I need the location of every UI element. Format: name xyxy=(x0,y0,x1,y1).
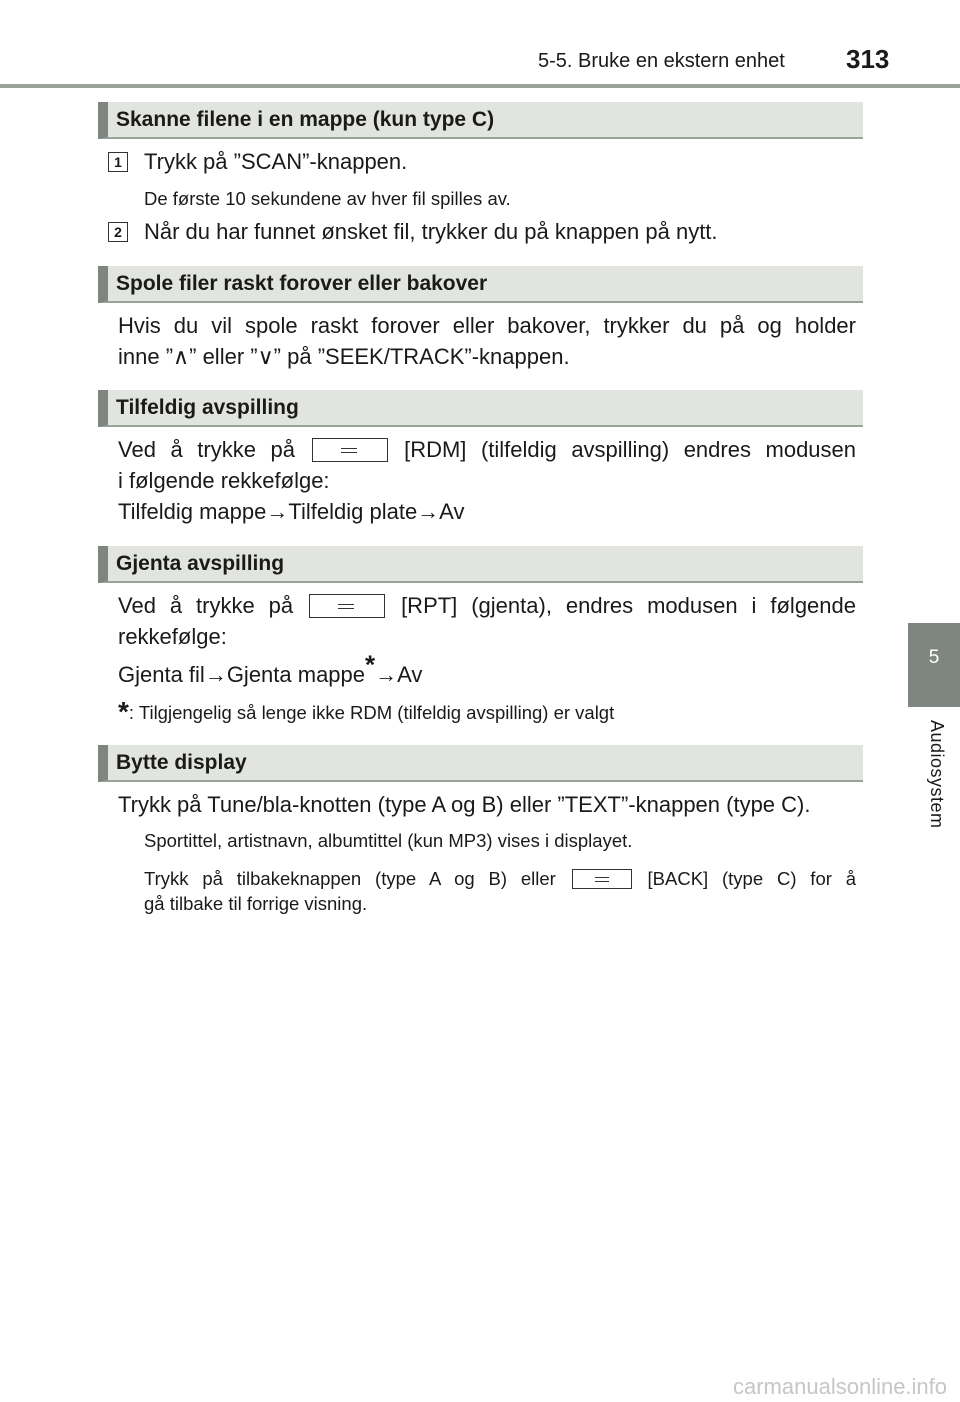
text-run: [RPT] (gjenta), endres modusen i følgende xyxy=(401,593,856,618)
section-title: Bytte display xyxy=(116,751,247,774)
section-heading-display xyxy=(98,745,863,782)
paragraph-line: inne ”∧” eller ”∨” på ”SEEK/TRACK”-knappen. xyxy=(118,344,570,369)
asterisk-mark: * xyxy=(118,696,129,727)
chapter-tab-label: Audiosystem xyxy=(927,720,947,829)
step-number-1: 1 xyxy=(108,152,128,172)
note-line: gå tilbake til forrige visning. xyxy=(144,893,368,914)
note-line: Sportittel, artistnavn, albumtittel (kun MP3) vises i displayet. xyxy=(144,830,633,851)
section-title: Skanne filene i en mappe (kun type C) xyxy=(116,108,495,131)
paragraph-line xyxy=(118,649,423,690)
note-line xyxy=(144,867,856,891)
section-heading-repeat xyxy=(98,546,863,583)
text-run: [BACK] (type C) for å xyxy=(647,868,857,889)
button-key-icon xyxy=(312,438,388,462)
step-text: Når du har funnet ønsket fil, trykker du på knappen på nytt. xyxy=(144,219,718,244)
text-run: →Av xyxy=(375,662,423,687)
section-heading-random xyxy=(98,390,863,427)
footnote-text: : Tilgjengelig så lenge ikke RDM (tilfeldig avspilling) er valgt xyxy=(128,702,615,723)
paragraph-line: Trykk på Tune/bla-knotten (type A og B) eller ”TEXT”-knappen (type C). xyxy=(118,792,811,817)
text-run: Ved å trykke på xyxy=(118,437,295,462)
section-title: Tilfeldig avspilling xyxy=(116,396,299,419)
step-text: Trykk på ”SCAN”-knappen. xyxy=(144,149,408,174)
paragraph-line xyxy=(118,590,856,621)
paragraph-line: Hvis du vil spole raskt forover eller bakover, trykker du på og holder xyxy=(118,313,856,338)
page-header-title: 5-5. Bruke en ekstern enhet xyxy=(538,50,785,72)
paragraph-line: Tilfeldig mappe→Tilfeldig plate→Av xyxy=(118,499,465,524)
section-title: Gjenta avspilling xyxy=(116,552,285,575)
text-run: Trykk på tilbakeknappen (type A og B) eller xyxy=(144,868,556,889)
section-heading-fast-forward xyxy=(98,266,863,303)
step-number-2: 2 xyxy=(108,222,128,242)
watermark-text: carmanualsonline.info xyxy=(733,1374,948,1399)
paragraph-line: i følgende rekkefølge: xyxy=(118,468,330,493)
asterisk-mark: * xyxy=(365,649,376,680)
step-note: De første 10 sekundene av hver fil spilles av. xyxy=(144,188,511,209)
button-key-icon xyxy=(309,594,385,618)
button-key-icon xyxy=(572,869,632,889)
paragraph-line xyxy=(118,434,856,465)
section-title: Spole filer raskt forover eller bakover xyxy=(116,272,488,295)
section-heading-scan xyxy=(98,102,863,139)
text-run: Ved å trykke på xyxy=(118,593,294,618)
header-divider xyxy=(0,84,960,88)
text-run: Gjenta fil→Gjenta mappe xyxy=(118,662,366,687)
page-number: 313 xyxy=(846,44,890,74)
footnote xyxy=(118,696,615,727)
text-run: [RDM] (tilfeldig avspilling) endres modusen xyxy=(404,437,857,462)
paragraph-line: rekkefølge: xyxy=(118,624,227,649)
chapter-tab-number: 5 xyxy=(928,647,940,668)
